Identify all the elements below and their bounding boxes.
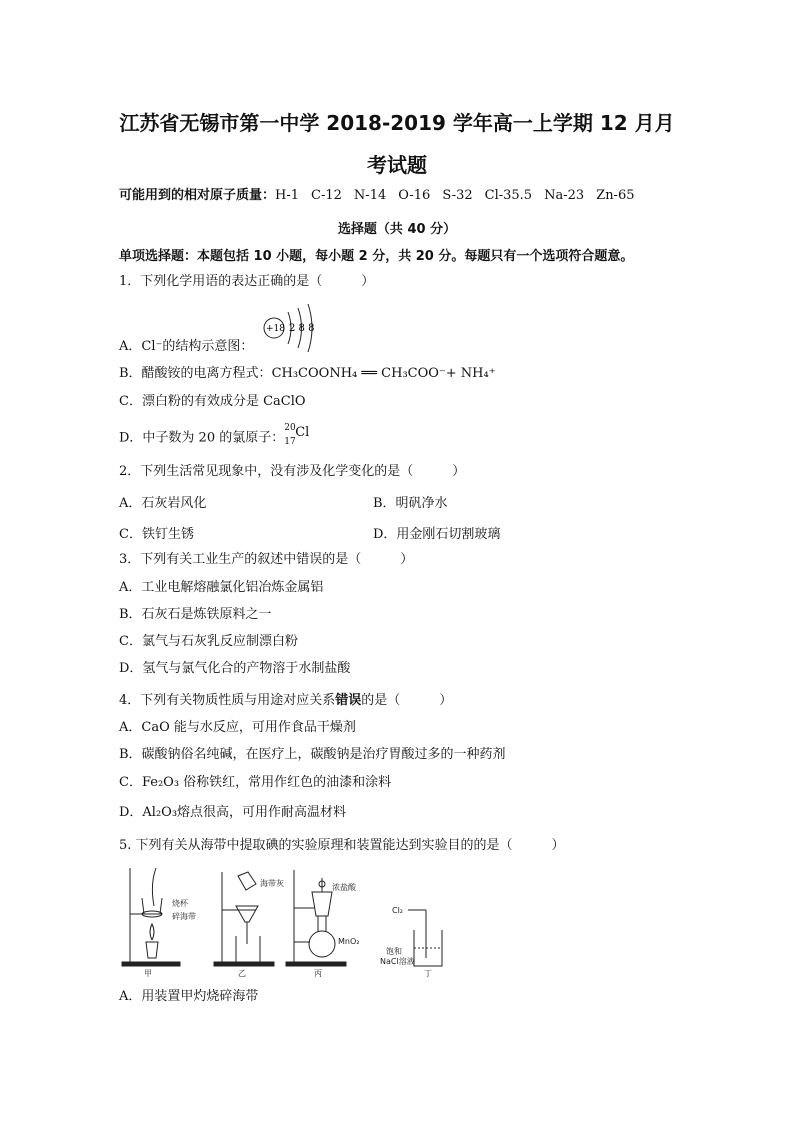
label-beaker: 烧杯 [172, 899, 188, 908]
nucleus-charge: +18 [266, 324, 285, 334]
title-line-1: 江苏省无锡市第一中学 2018-2019 学年高一上学期 12 月月 [119, 111, 675, 135]
mass-number: 20 [284, 423, 296, 433]
label-saturated: 饱和 [386, 947, 402, 956]
label-nacl-solution: NaCl溶液 [380, 957, 415, 966]
q2-stem: 2．下列生活常见现象中，没有涉及化学变化的是（ ） [119, 464, 466, 479]
q5-stem: 5. 下列有关从海带中提取碘的实验原理和装置能达到实验目的的是（ ） [119, 838, 565, 853]
q4-stem [119, 693, 452, 709]
label-cl2: Cl₂ [392, 906, 404, 915]
atomic-number: 17 [284, 437, 296, 447]
label-jia: 甲 [144, 969, 152, 978]
q4-option-a: A．CaO 能与水反应，可用作食品干燥剂 [119, 720, 356, 735]
atomic-mass-label: 可能用到的相对原子质量： [119, 188, 276, 203]
q1-option-c: C．漂白粉的有效成分是 CaClO [119, 394, 306, 409]
q3-stem: 3．下列有关工业生产的叙述中错误的是（ ） [119, 552, 414, 567]
q2-option-b: B．明矾净水 [373, 496, 448, 511]
title-line-2: 考试题 [367, 153, 427, 177]
q4-option-c: C．Fe₂O₃ 俗称铁红，常用作红色的油漆和涂料 [119, 775, 392, 790]
q3-option-b: B．石灰石是炼铁原料之一 [119, 607, 272, 622]
section-title: 选择题（共 40 分） [337, 222, 457, 237]
q4-stem-post: 的是（ ） [361, 693, 453, 708]
q3-option-d: D．氢气与氯气化合的产物溶于水制盐酸 [119, 661, 351, 676]
q1-option-b: B．醋酸铵的电离方程式：CH₃COONH₄ ══ CH₃COO⁻+ NH₄⁺ [119, 366, 496, 381]
mass-c: C-12 [311, 188, 342, 203]
q3-option-a: A．工业电解熔融氯化铝冶炼金属铝 [119, 580, 324, 595]
label-bing: 丙 [314, 969, 322, 978]
q5-apparatus-figure [118, 862, 458, 978]
label-ding: 丁 [424, 969, 432, 978]
mass-s: S-32 [442, 188, 473, 203]
label-seaweed-ash: 海带灰 [260, 879, 284, 888]
q1-option-d [119, 423, 310, 447]
q4-stem-emphasis: 错误 [335, 693, 362, 708]
atomic-mass-line [119, 188, 647, 204]
element-symbol: Cl [295, 425, 310, 440]
mass-h: H-1 [275, 188, 300, 203]
label-mno2: MnO₂ [338, 937, 360, 946]
mass-na: Na-23 [544, 188, 585, 203]
q1-option-b-equation: CH₃COONH₄ ══ CH₃COO⁻+ NH₄⁺ [271, 366, 496, 381]
mass-cl: Cl-35.5 [484, 188, 533, 203]
instructions: 单项选择题：本题包括 10 小题，每小题 2 分，共 20 分。每题只有一个选项符合题意。 [119, 249, 634, 264]
q1-stem: 1．下列化学用语的表达正确的是（ ） [119, 274, 375, 289]
q4-option-b: B．碳酸钠俗名纯碱，在医疗上，碳酸钠是治疗胃酸过多的一种药剂 [119, 747, 506, 762]
mass-o: O-16 [398, 188, 431, 203]
q5-option-a: A．用装置甲灼烧碎海带 [119, 989, 259, 1004]
q4-option-d: D．Al₂O₃熔点很高，可用作耐高温材料 [119, 805, 347, 820]
q1-option-d-text: D．中子数为 20 的氯原子： [119, 430, 285, 446]
mass-zn: Zn-65 [596, 188, 635, 203]
label-seaweed: 碎海带 [172, 912, 196, 921]
cl-ion-structure-diagram [258, 300, 324, 356]
label-conc-hcl: 浓盐酸 [332, 883, 356, 892]
q3-option-c: C．氯气与石灰乳反应制漂白粉 [119, 634, 298, 649]
nuclide-symbol [284, 423, 310, 447]
q2-option-a: A．石灰岩风化 [119, 496, 207, 511]
label-yi: 乙 [238, 969, 246, 978]
q4-stem-pre: 4．下列有关物质性质与用途对应关系 [119, 693, 336, 708]
q1-option-a: A．Cl⁻的结构示意图： [119, 339, 254, 354]
mass-n: N-14 [353, 188, 387, 203]
q2-option-c: C．铁钉生锈 [119, 527, 194, 542]
electron-shells: 2 8 8 [289, 323, 315, 334]
q2-option-d: D．用金刚石切割玻璃 [373, 527, 501, 542]
